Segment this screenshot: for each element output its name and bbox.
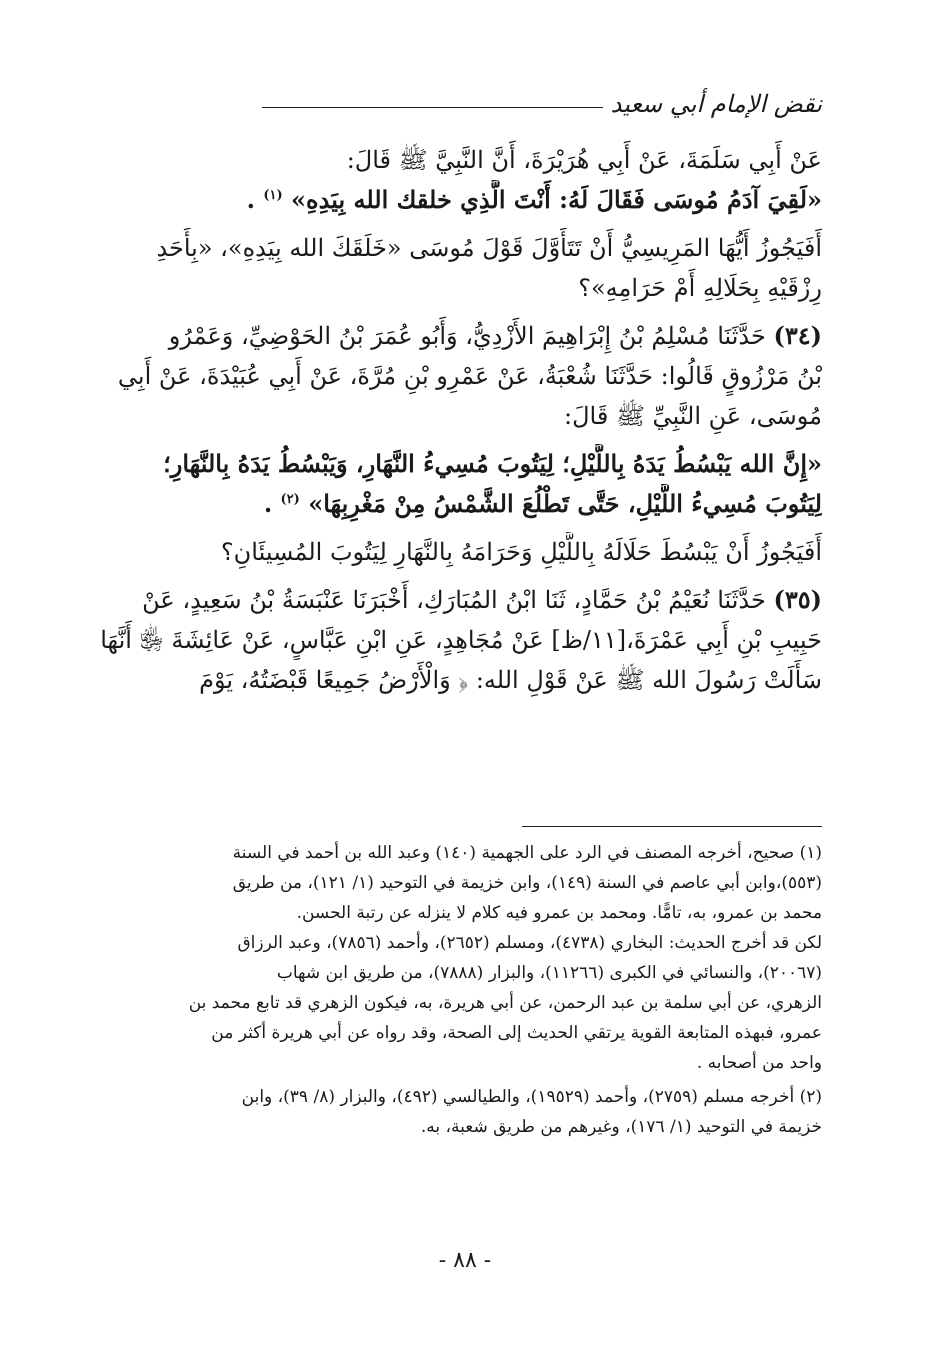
footnote-ref-2: (٢) xyxy=(280,492,300,507)
footnote-line: الزهري، عن أبي سلمة بن عبد الرحمن، عن أبي هريرة، به، فيكون الزهري قد تابع محمد بن xyxy=(188,993,822,1013)
header-rule xyxy=(262,107,603,108)
narration-line xyxy=(86,580,822,620)
text-line: حَبِيبِ بْنِ أَبِي عَمْرَةَ،[١١/ظ] عَنْ مُجَاهِدٍ، عَنِ ابْنِ عَبَّاسٍ، عَنْ عَائِشَةَ ﵂ أَنَّهَا xyxy=(100,626,822,654)
page-number: - ٨٨ - xyxy=(438,1248,492,1273)
hadith-text-line: لِيَتُوبَ مُسِيءُ اللَّيْلِ، حَتَّى تَطْلُعَ الشَّمْسُ مِنْ مَغْرِبِهَا» $^{(٢)}$ . xyxy=(263,489,822,518)
footnotes xyxy=(86,838,822,1142)
footnote-ref-1: (١) xyxy=(263,188,283,203)
footnote-line: (٥٥٣)،وابن أبي عاصم في السنة (١٤٩)، وابن خزيمة في التوحيد (١/ ١٢١)، من طريق xyxy=(232,873,822,893)
footnote-separator xyxy=(522,826,822,827)
footnote-line: (٢٠٠٦٧)، والنسائي في الكبرى (١١٢٦٦)، والبزار (٧٨٨٨)، من طريق ابن شهاب xyxy=(276,963,822,983)
running-header xyxy=(262,78,822,118)
narration-text: حَدَّثَنَا نُعَيْمُ بْنُ حَمَّادٍ، ثَنَا ابْنُ المُبَارَكِ، أَخْبَرَنَا عَنْبَسَةُ بْنُ سَعِيدٍ، عَنْ xyxy=(142,586,766,614)
hadith-text-line: «إِنَّ الله يَبْسُطُ يَدَهُ بِاللَّيْلِ؛ لِيَتُوبَ مُسِيءُ النَّهَارِ، وَيَبْسُطُ يَدَهُ بِالنَّهَارِ؛ xyxy=(163,449,822,478)
text-line: عَنْ أَبِي سَلَمَةَ، عَنْ أَبِي هُرَيْرَةَ، أَنَّ النَّبِيَّ ﷺ قَالَ: xyxy=(346,146,822,174)
footnote-line: (١) صحيح، أخرجه المصنف في الرد على الجهمية (١٤٠) وعبد الله بن أحمد في السنة xyxy=(232,843,822,863)
footnote-line: لكن قد أخرج الحديث: البخاري (٤٧٣٨)، ومسلم (٢٦٥٢)، وأحمد (٧٨٥٦)، وعبد الرزاق xyxy=(237,933,822,953)
footnote-line: واحد من أصحابه . xyxy=(696,1053,822,1073)
header-title: نقض الإمام أبي سعيد xyxy=(610,90,822,118)
narration-number-35: (٣٥) xyxy=(773,585,822,614)
text-line: سَأَلَتْ رَسُولَ الله ﷺ عَنْ قَوْلِ الله: ﴿ وَالْأَرْضُ جَمِيعًا قَبْضَتُهُ، يَوْمَ xyxy=(199,666,822,694)
main-text xyxy=(86,140,822,700)
text-line: بْنُ مَرْزُوقٍ قَالُوا: حَدَّثَنَا شُعْبَةُ، عَنْ عَمْرِو بْنِ مُرَّةَ، عَنْ أَبِي عُبَيْدَةَ، عَنْ أَبِي xyxy=(117,362,822,390)
footnote-line: خزيمة في التوحيد (١/ ١٧٦)، وغيرهم من طريق شعبة، به. xyxy=(420,1117,822,1137)
hadith-text: لِيَتُوبَ مُسِيءُ اللَّيْلِ، حَتَّى تَطْلُعَ الشَّمْسُ مِنْ مَغْرِبِهَا» xyxy=(308,489,822,518)
text-line: أَفَيَجُوزُ أَنْ يَبْسُطَ حَلَالَهُ بِاللَّيْلِ وَحَرَامَهُ بِالنَّهَارِ لِيَتُوبَ المُسِيئَانِ؟ xyxy=(220,538,822,566)
hadith-text-line: «لَقِيَ آدَمُ مُوسَى فَقَالَ لَهُ: أَنْتَ الَّذِي خلقك الله بِيَدِهِ» $^{(١)}$ . xyxy=(246,185,822,214)
narration-number-34: (٣٤) xyxy=(773,321,822,350)
hadith-text: «لَقِيَ آدَمُ مُوسَى فَقَالَ لَهُ: أَنْتَ الَّذِي خلقك الله بِيَدِهِ» xyxy=(291,185,822,214)
text-line: رِزْقَيْهِ بِحَلَالِهِ أَمْ حَرَامِهِ»؟ xyxy=(578,274,822,302)
narration-line xyxy=(86,316,822,356)
footnote-line: محمد بن عمرو، به، تامًّا. ومحمد بن عمرو فيه كلام لا ينزله عن رتبة الحسن. xyxy=(296,903,822,923)
footnote-line: (٢) أخرجه مسلم (٢٧٥٩)، وأحمد (١٩٥٢٩)، والطيالسي (٤٩٢)، والبزار (٨/ ٣٩)، وابن xyxy=(241,1087,822,1107)
narration-text: حَدَّثَنَا مُسْلِمُ بْنُ إِبْرَاهِيمَ الأَزْدِيُّ، وَأَبُو عُمَرَ بْنُ الحَوْضِيِّ، وَعَمْرُو xyxy=(168,322,766,350)
footnote-line: عمرو، فبهذه المتابعة القوية يرتقي الحديث إلى الصحة، وقد رواه عن أبي هريرة أكثر من xyxy=(211,1023,822,1043)
text-line: أَفَيَجُوزُ أَيُّهَا المَرِيسِيُّ أَنْ تَتَأَوَّلَ قَوْلَ مُوسَى «خَلَقَكَ الله بِيَدِهِ»، «بِأَحَدِ xyxy=(156,234,822,262)
text-line: مُوسَى، عَنِ النَّبِيِّ ﷺ قَالَ: xyxy=(564,402,822,430)
